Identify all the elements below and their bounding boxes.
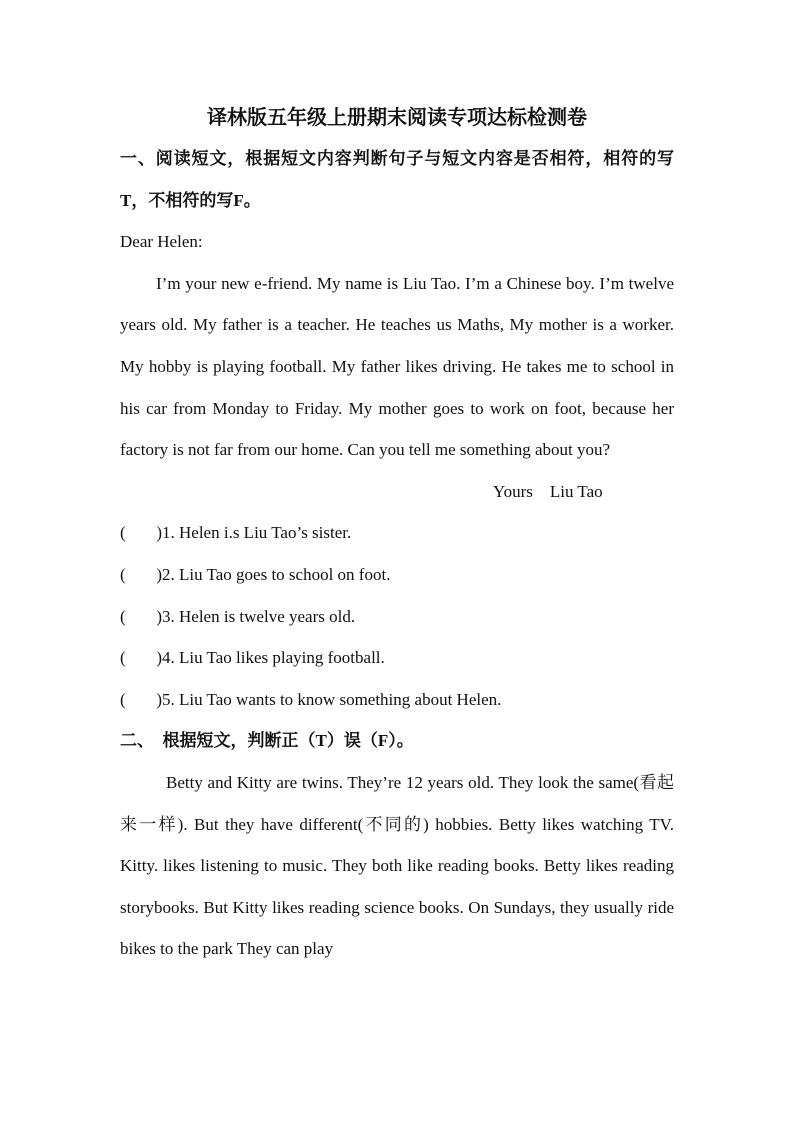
section2-instruction: 二、 根据短文，判断正（T）误（F）。 xyxy=(120,731,414,751)
question-4-text: 4. Liu Tao likes playing football. xyxy=(162,648,385,668)
letter-greeting: Dear Helen: xyxy=(120,232,203,252)
letter-signoff: Yours Liu Tao xyxy=(493,481,603,501)
question-4 xyxy=(120,637,674,679)
answer-blank-2[interactable] xyxy=(120,554,162,596)
question-2-text: 2. Liu Tao goes to school on foot. xyxy=(162,564,391,584)
page-title: 译林版五年级上册期末阅读专项达标检测卷 xyxy=(207,107,587,129)
question-5 xyxy=(120,679,674,721)
question-1-text: 1. Helen i.s Liu Tao’s sister. xyxy=(162,523,352,543)
document-page xyxy=(120,98,674,970)
question-2 xyxy=(120,554,674,596)
section1-instruction: 一、阅读短文，根据短文内容判断句子与短文内容是否相符，相符的写T，不相符的写F。 xyxy=(120,149,674,210)
answer-blank-4[interactable] xyxy=(120,637,162,679)
answer-blank-1[interactable] xyxy=(120,512,162,554)
question-5-text: 5. Liu Tao wants to know something about Helen. xyxy=(162,689,502,709)
answer-blank-5[interactable] xyxy=(120,679,162,721)
answer-blank-3[interactable] xyxy=(120,596,162,638)
question-3 xyxy=(120,596,674,638)
section2-passage: Betty and Kitty are twins. They’re 12 years old. They look the same(看起来一样). But they have different(不同的) hobbies. Betty likes watching TV. Kitty. likes listening to music. They both like reading books. Betty likes reading storybooks. But Kitty likes reading science books. On Sundays, they usually ride bikes to the park They can play xyxy=(120,772,674,959)
question-3-text: 3. Helen is twelve years old. xyxy=(162,606,356,626)
question-1 xyxy=(120,512,674,554)
letter-body: I’m your new e-friend. My name is Liu Tao. I’m a Chinese boy. I’m twelve years old. My father is a teacher. He teaches us Maths, My mother is a worker. My hobby is playing football. My father likes driving. He takes me to school in his car from Monday to Friday. My mother goes to work on foot, because her factory is not far from our home. Can you tell me something about you? xyxy=(120,273,674,460)
